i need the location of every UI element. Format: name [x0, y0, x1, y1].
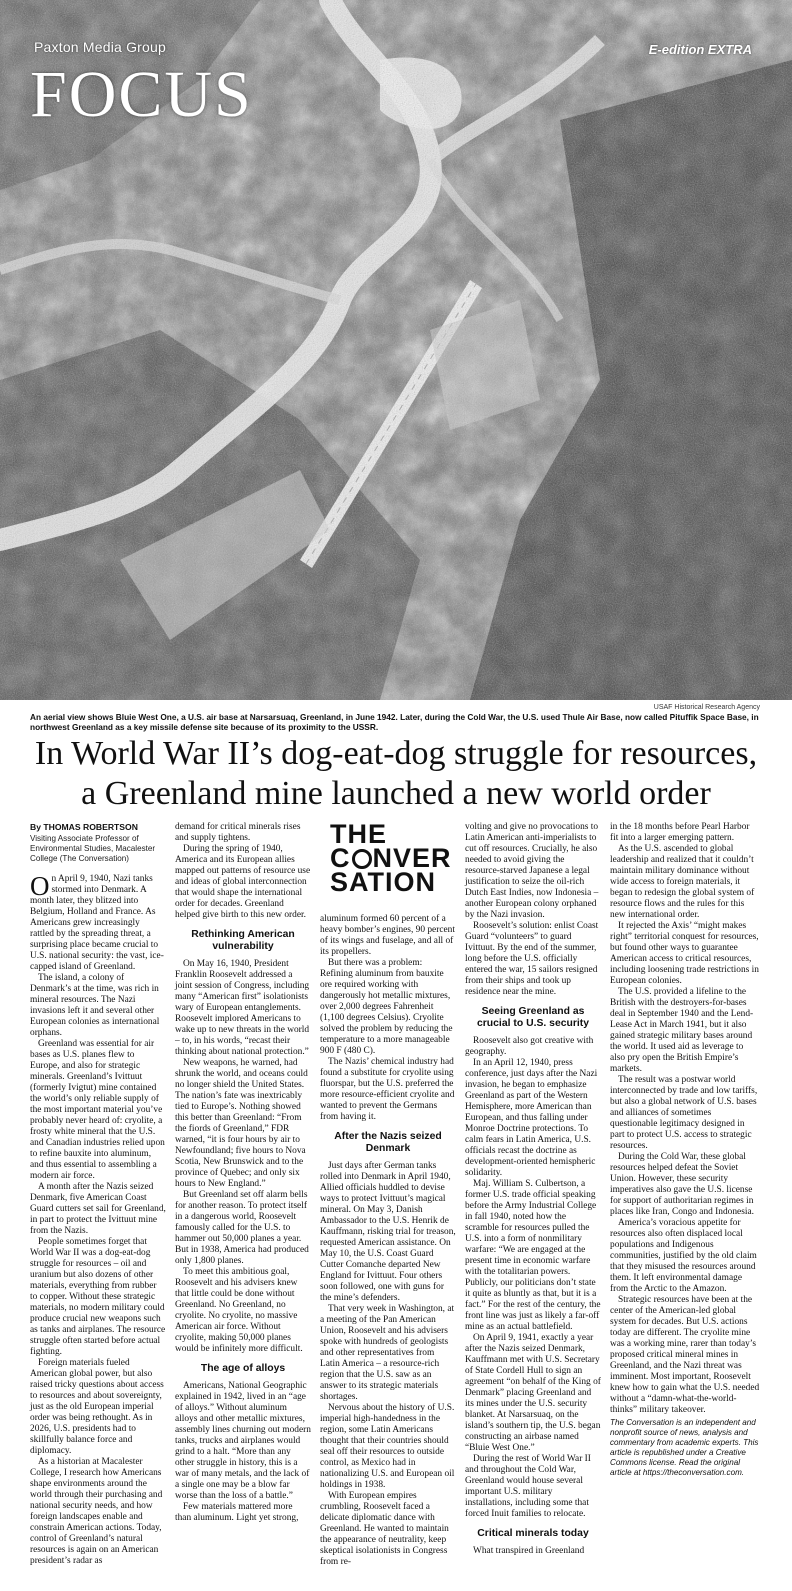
paragraph: In an April 12, 1940, press conference, just days after the Nazi invasion, he began to emphasize Greenland as part of the Western Hemisphere, more American than European, and thus falling under Monroe Doctrine protections. To calm fears in Latin America, U.S. officials recast the doctrine as development-oriented hemispheric solidarity. [465, 1058, 598, 1178]
subhead: After the Nazis seized Denmark [334, 1131, 442, 1154]
the-conversation-logo: THE C NVER SATION [330, 819, 452, 897]
paragraph: On May 16, 1940, President Franklin Roosevelt addressed a joint session of Congress, including many “American first” isolationists wary of European entanglements. Roosevelt implored Americans to wake up to new threats in the world – to, in his words, “recast their thinking about national protection.” [175, 959, 310, 1057]
paragraph: Foreign materials fueled American global power, but also raised tricky questions about access to resources and about sovereignty, just as the old European imperial order was being rethought. As in 2026, U.S. presidents had to skillfully balance force and diplomacy. [30, 1358, 164, 1456]
page-title [20, 734, 772, 814]
paragraph: Just days after German tanks rolled into Denmark in April 1940, Allied officials huddled to devise ways to protect Ivittuut’s magical mineral. On May 3, Danish Ambassador to the U.S. Henrik de Kauffmann, risking trial for treason, requested American assistance. On May 10, the U.S. Coast Guard Cutter Comanche departed New England for Ivittuut. Four others soon followed, one with guns for the mine’s defenders. [320, 1161, 456, 1303]
article-column-1 [30, 822, 166, 1567]
paragraph: Maj. William S. Culbertson, a former U.S. trade official speaking before the Army Industrial College in fall 1940, noted how the scramble for resources pulled the U.S. into a form of nonmilitary warfare: “We are engaged at the present time in economic warfare with the totalitarian powers. Publicly, our politicians don’t state it quite as bluntly as that, but it is a fact.” For the rest of the century, the front line was just as likely a far-off mine as an actual battlefield. [465, 1179, 601, 1332]
paragraph: But Greenland set off alarm bells for another reason. To protect itself in a dangerous world, Roosevelt famously called for the U.S. to hammer out 50,000 planes a year. But in 1938, America had produced only 1,800 planes. [175, 1190, 309, 1266]
paragraph: During the spring of 1940, America and its European allies mapped out patterns of resource use and ideas of global interconnection that would shape the international order for decades. Greenland helped give birth to this new order. [175, 844, 311, 920]
paragraph: During the Cold War, these global resources helped defeat the Soviet Union. However, these security imperatives also gave the U.S. license for support of authoritarian regimes in places like Iran, Congo and Indonesia. [610, 1152, 754, 1217]
paragraph: Few materials mattered more than aluminum. Light yet strong, [175, 1502, 299, 1523]
paragraph: What transpired in Greenland [473, 1546, 585, 1556]
paragraph: in the 18 months before Pearl Harbor fit into a larger emerging pattern. [610, 822, 750, 843]
headline-line-2: a Greenland mine launched a new world order [81, 775, 711, 812]
paragraph: During the rest of World War II and throughout the Cold War, Greenland would house several important U.S. military installations, including some that forced Inuit families to relocate. [465, 1454, 591, 1519]
article-column-4 [465, 822, 601, 1557]
byline: By THOMAS ROBERTSON [30, 822, 138, 832]
paragraph: Americans, National Geographic explained in 1942, lived in an “age of alloys.” Without aluminum alloys and other metallic mixtures, assembly lines churning out modern tanks, trucks and airplanes would grind to a halt. “More than any other struggle in history, this is a war of many metals, and the lack of a single one may be a blow far worse than the loss of a battle.” [175, 1381, 311, 1501]
subhead: Rethinking American vulnerability [191, 929, 295, 952]
paragraph: Nervous about the history of U.S. imperial high-handedness in the region, some Latin Americans thought that their countries should seal off their resources to outside control, as Mexico had in nationalizing U.S. and European oil holdings in 1938. [320, 1403, 455, 1490]
republish-note: The Conversation is an independent and nonprofit source of news, analysis and commentary from academic experts. This article is republished under a Creative Commons license. Read the original article at https://theconversation.com. [610, 1418, 759, 1477]
paragraph: That very week in Washington, at a meeting of the Pan American Union, Roosevelt and his advisers spoke with hundreds of geologists and other representatives from Latin America – a resource-rich region that the U.S. saw as an answer to its strategic materials shortages. [320, 1304, 455, 1402]
paragraph: To meet this ambitious goal, Roosevelt and his advisers knew that little could be done without Greenland. No Greenland, no cryolite. No cryolite, no massive American air force. Without cryolite, making 50,000 planes would be infinitely more difficult. [175, 1267, 303, 1354]
subhead: Seeing Greenland as crucial to U.S. security [476, 1006, 590, 1029]
paragraph: Roosevelt also got creative with geography. [465, 1036, 594, 1057]
section-title: FOCUS [30, 58, 253, 131]
article-column-2 [175, 822, 311, 1524]
publisher-name: Paxton Media Group [34, 39, 167, 55]
paragraph: It rejected the Axis’ “might makes right” territorial conquest for resources, but found other ways to guarantee American access to critical resources, including loosening trade restrictions in European colonies. [610, 921, 759, 986]
article-column-3 [320, 819, 456, 1568]
headline-line-1: In World War II’s dog-eat-dog struggle for resources, [34, 735, 758, 772]
paragraph: volting and give no provocations to Latin American anti-imperialists to cut off resources. Crucially, he also needed to avoid giving the resource-starved Japanese a legal justification to seize the oil-rich Dutch East Indies, now Indonesia – another European colony orphaned by the Nazi invasion. [465, 822, 599, 920]
paragraph: Strategic resources have been at the center of the American-led global system for decades. But U.S. actions today are different. The cryolite mine was a working mine, rarer than today’s proposed critical mineral mines in Greenland, and the Nazi threat was imminent. Most important, Roosevelt knew how to gain what the U.S. needed without a “damn-what-the-world-thinks” military takeover. [610, 1295, 760, 1415]
paragraph: With European empires crumbling, Roosevelt faced a delicate diplomatic dance with Greenland. He wanted to maintain the appearance of neutrality, keep skeptical isolationists in Congress from re- [320, 1491, 449, 1567]
drop-cap: O [30, 871, 50, 901]
paragraph: America’s voracious appetite for resources also often displaced local populations and Indigenous communities, justified by the old claim that they misused the resources around them. It left environmental damage from the Arctic to the Amazon. [610, 1218, 757, 1294]
subhead: The age of alloys [200, 1363, 286, 1374]
paragraph: A month after the Nazis seized Denmark, five American Coast Guard cutters set sail for Greenland, in part to protect the Ivittuut mine from the Nazis. [30, 1182, 166, 1236]
paragraph: The Nazis’ chemical industry had found a substitute for cryolite using fluorspar, but the U.S. preferred the more resource-efficient cryolite and wanted to prevent the Germans from having it. [320, 1057, 455, 1122]
paragraph: Roosevelt’s solution: enlist Coast Guard “volunteers” to guard Ivittuut. By the end of the summer, long before the U.S. officially entered the war, 15 sailors resigned from their ships and took up residence near the mine. [465, 921, 599, 997]
author-affiliation: Visiting Associate Professor of Environmental Studies, Macalester College (The Conversation) [30, 834, 156, 863]
paragraph: The U.S. provided a lifeline to the British with the destroyers-for-bases deal in September 1940 and the Lend-Lease Act in March 1941, but it also gained strategic military bases around the world. It used aid as leverage to also pry open the British Empire’s markets. [610, 987, 754, 1074]
paragraph: On April 9, 1941, exactly a year after the Nazis seized Denmark, Kauffmann met with U.S. Secretary of State Cordell Hull to sign an agreement “on behalf of the King of Denmark” placing Greenland and its mines under the U.S. security blanket. At Narsarsuaq, on the island’s southern tip, the U.S. began constructing an airbase named “Bluie West One.” [465, 1333, 601, 1453]
paragraph: demand for critical minerals rises and supply tightens. [175, 822, 301, 843]
paragraph: New weapons, he warned, had shrunk the world, and oceans could no longer shield the United States. The nation’s fate was inextricably tied to Europe’s. Nothing showed this better than Greenland: “From the fiords of Greenland,” FDR warned, “it is four hours by air to Newfoundland; five hours to Nova Scotia, New Brunswick and to the province of Quebec; and only six hours to New England.” [175, 1058, 308, 1189]
edition-label: E-edition EXTRA [648, 42, 752, 57]
logo-circle-icon [352, 849, 372, 869]
paragraph: As a historian at Macalester College, I research how Americans shape environments around the world through their purchasing and national security needs, and how foreign landscapes enable and constrain American actions. Today, control of Greenland’s natural resources is again on an American president’s radar as [30, 1457, 163, 1566]
subhead: Critical minerals today [477, 1528, 589, 1539]
photo-caption: An aerial view shows Bluie West One, a U.S. air base at Narsarsuaq, Greenland, in June 1942. Later, during the Cold War, the U.S. used Thule Air Base, now called Pituffik Space Base, in northwest Greenland as a key missile defense site because of its proximity to the USSR. [30, 712, 759, 732]
paragraph: As the U.S. ascended to global leadership and realized that it couldn’t maintain military dominance without wide access to foreign materials, it began to redesign the global system of resource flows and the rules for this new international order. [610, 844, 755, 920]
paragraph: On April 9, 1940, Nazi tanks stormed into Denmark. A month later, they blitzed into Belgium, Holland and France. As Americans grew increasingly rattled by the spreading threat, a surprising place became crucial to U.S. national security: the vast, ice-capped island of Greenland. [30, 871, 164, 972]
paragraph: aluminum formed 60 percent of a heavy bomber’s engines, 90 percent of its wings and fuselage, and all of its propellers. [320, 914, 455, 957]
paragraph: The island, a colony of Denmark’s at the time, was rich in mineral resources. The Nazi invasions left it and several other European colonies as international orphans. [30, 973, 160, 1038]
paragraph: Greenland was essential for air bases as U.S. planes flew to Europe, and also for strategic minerals. Greenland’s Ivittuut (formerly Ivigtut) mine contained the world’s only reliable supply of the most important material you’ve probably never heard of: cryolite, a frosty white mineral that the U.S. and Canadian industries relied upon to refine bauxite into aluminum, and thus essential to assembling a modern air force. [30, 1039, 165, 1181]
photo-credit: USAF Historical Research Agency [653, 704, 760, 711]
paragraph: The result was a postwar world interconnected by trade and low tariffs, but also a global network of U.S. bases and alliances of sometimes questionable legitimacy designed in part to protect U.S. access to strategic resources. [610, 1075, 758, 1151]
paragraph: People sometimes forget that World War II was a dog-eat-dog struggle for resources – oil and uranium but also dozens of other materials, everything from rubber to copper. Without these strategic materials, no modern military could produce crucial new weapons such as tanks and airplanes. The resource struggle often started before actual fighting. [30, 1237, 166, 1357]
article-column-5 [610, 822, 760, 1478]
article-body [30, 819, 770, 1582]
paragraph: But there was a problem: Refining aluminum from bauxite ore required working with dangerously hot metallic mixtures, over 2,000 degrees Fahrenheit (1,100 degrees Celsius). Cryolite solved the problem by reducing the temperature to a more manageable 900 F (480 C). [320, 958, 453, 1056]
